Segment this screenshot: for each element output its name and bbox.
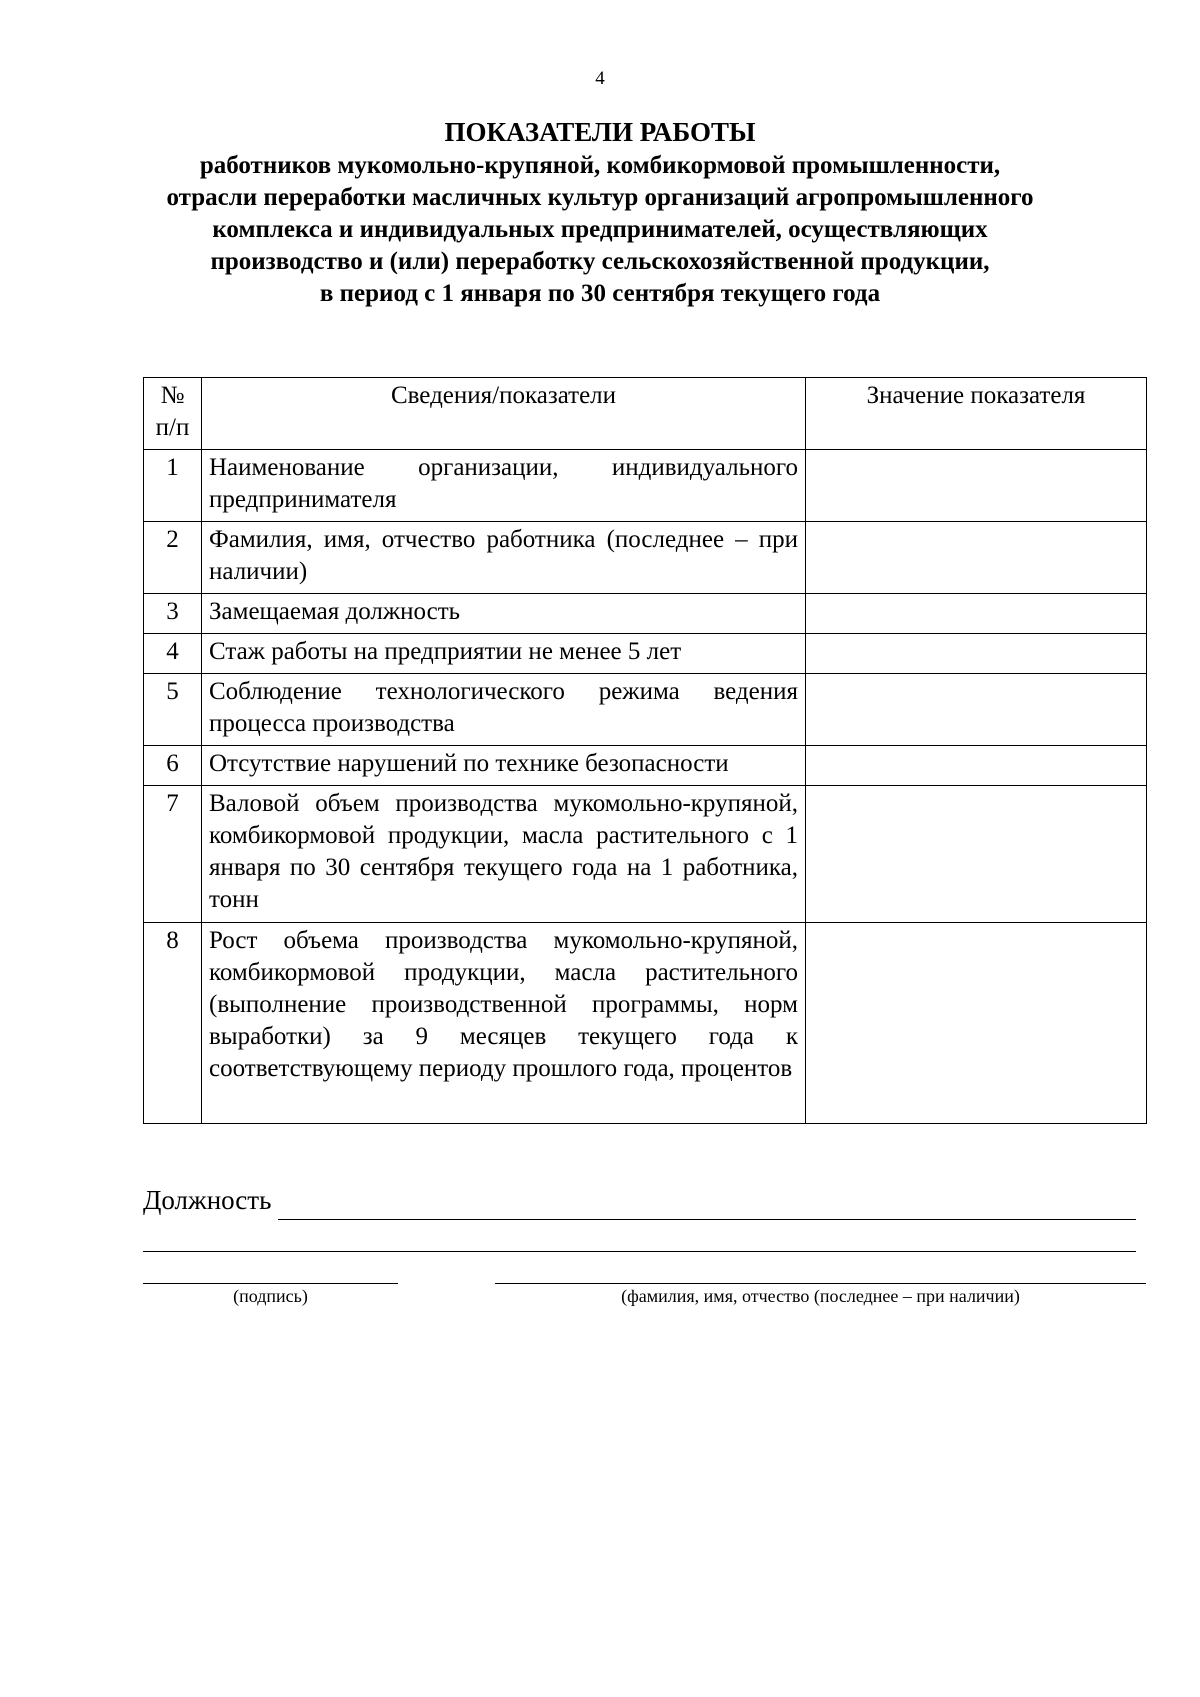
row-description: Стаж работы на предприятии не менее 5 лет	[202, 634, 806, 674]
table-row	[144, 746, 1147, 786]
row-number: 8	[144, 923, 202, 1124]
table-row	[144, 674, 1147, 746]
table-row	[144, 522, 1147, 594]
table-row	[144, 634, 1147, 674]
row-value-cell[interactable]	[806, 674, 1147, 746]
document-title: ПОКАЗАТЕЛИ РАБОТЫ	[444, 117, 756, 147]
row-description: Рост объема производства мукомольно-крупяной, комбикормовой продукции, масла растительного (выполнение производственной программы, норм выработки) за 9 месяцев текущего года к соответствующему периоду прошлого года, процентов	[202, 923, 806, 1124]
header-value: Значение показателя	[806, 378, 1147, 450]
row-value-cell[interactable]	[806, 450, 1147, 522]
signature-line[interactable]	[143, 1283, 398, 1284]
document-heading	[140, 116, 1060, 310]
row-number: 5	[144, 674, 202, 746]
row-value-cell[interactable]	[806, 594, 1147, 634]
table-row	[144, 923, 1147, 1124]
header-number: № п/п	[144, 378, 202, 450]
row-value-cell[interactable]	[806, 522, 1147, 594]
row-value-cell[interactable]	[806, 746, 1147, 786]
row-value-cell[interactable]	[806, 634, 1147, 674]
row-number: 4	[144, 634, 202, 674]
heading-line-5: в период с 1 января по 30 сентября текущего года	[319, 280, 881, 307]
position-line[interactable]	[278, 1219, 1136, 1220]
row-number: 6	[144, 746, 202, 786]
header-description: Сведения/показатели	[202, 378, 806, 450]
heading-line-3: комплекса и индивидуальных предпринимателей, осуществляющих	[212, 216, 988, 243]
heading-line-1: работников мукомольно-крупяной, комбикормовой промышленности,	[199, 152, 1001, 179]
row-description: Фамилия, имя, отчество работника (последнее – при наличии)	[202, 522, 806, 594]
position-label: Должность	[143, 1185, 272, 1215]
position-line-continued[interactable]	[143, 1251, 1136, 1252]
heading-line-2: отрасли переработки масличных культур организаций агропромышленного	[166, 184, 1034, 211]
row-number: 1	[144, 450, 202, 522]
row-value-cell[interactable]	[806, 923, 1147, 1124]
row-number: 3	[144, 594, 202, 634]
row-description: Наименование организации, индивидуального предпринимателя	[202, 450, 806, 522]
row-value-cell[interactable]	[806, 786, 1147, 923]
name-line[interactable]	[495, 1283, 1146, 1284]
indicators-table	[143, 377, 1147, 1124]
table-row	[144, 786, 1147, 923]
row-description: Соблюдение технологического режима ведения процесса производства	[202, 674, 806, 746]
row-description: Замещаемая должность	[202, 594, 806, 634]
row-description: Валовой объем производства мукомольно-крупяной, комбикормовой продукции, масла растительного с 1 января по 30 сентября текущего года на 1 работника, тонн	[202, 786, 806, 923]
row-number: 7	[144, 786, 202, 923]
row-number: 2	[144, 522, 202, 594]
table-row	[144, 450, 1147, 522]
page-number: 4	[595, 68, 605, 89]
row-description: Отсутствие нарушений по технике безопасности	[202, 746, 806, 786]
table-header-row	[144, 378, 1147, 450]
table-row	[144, 594, 1147, 634]
heading-line-4: производство и (или) переработку сельскохозяйственной продукции,	[210, 248, 990, 275]
name-caption: (фамилия, имя, отчество (последнее – при наличии)	[621, 1286, 1020, 1306]
signature-caption: (подпись)	[233, 1286, 308, 1306]
